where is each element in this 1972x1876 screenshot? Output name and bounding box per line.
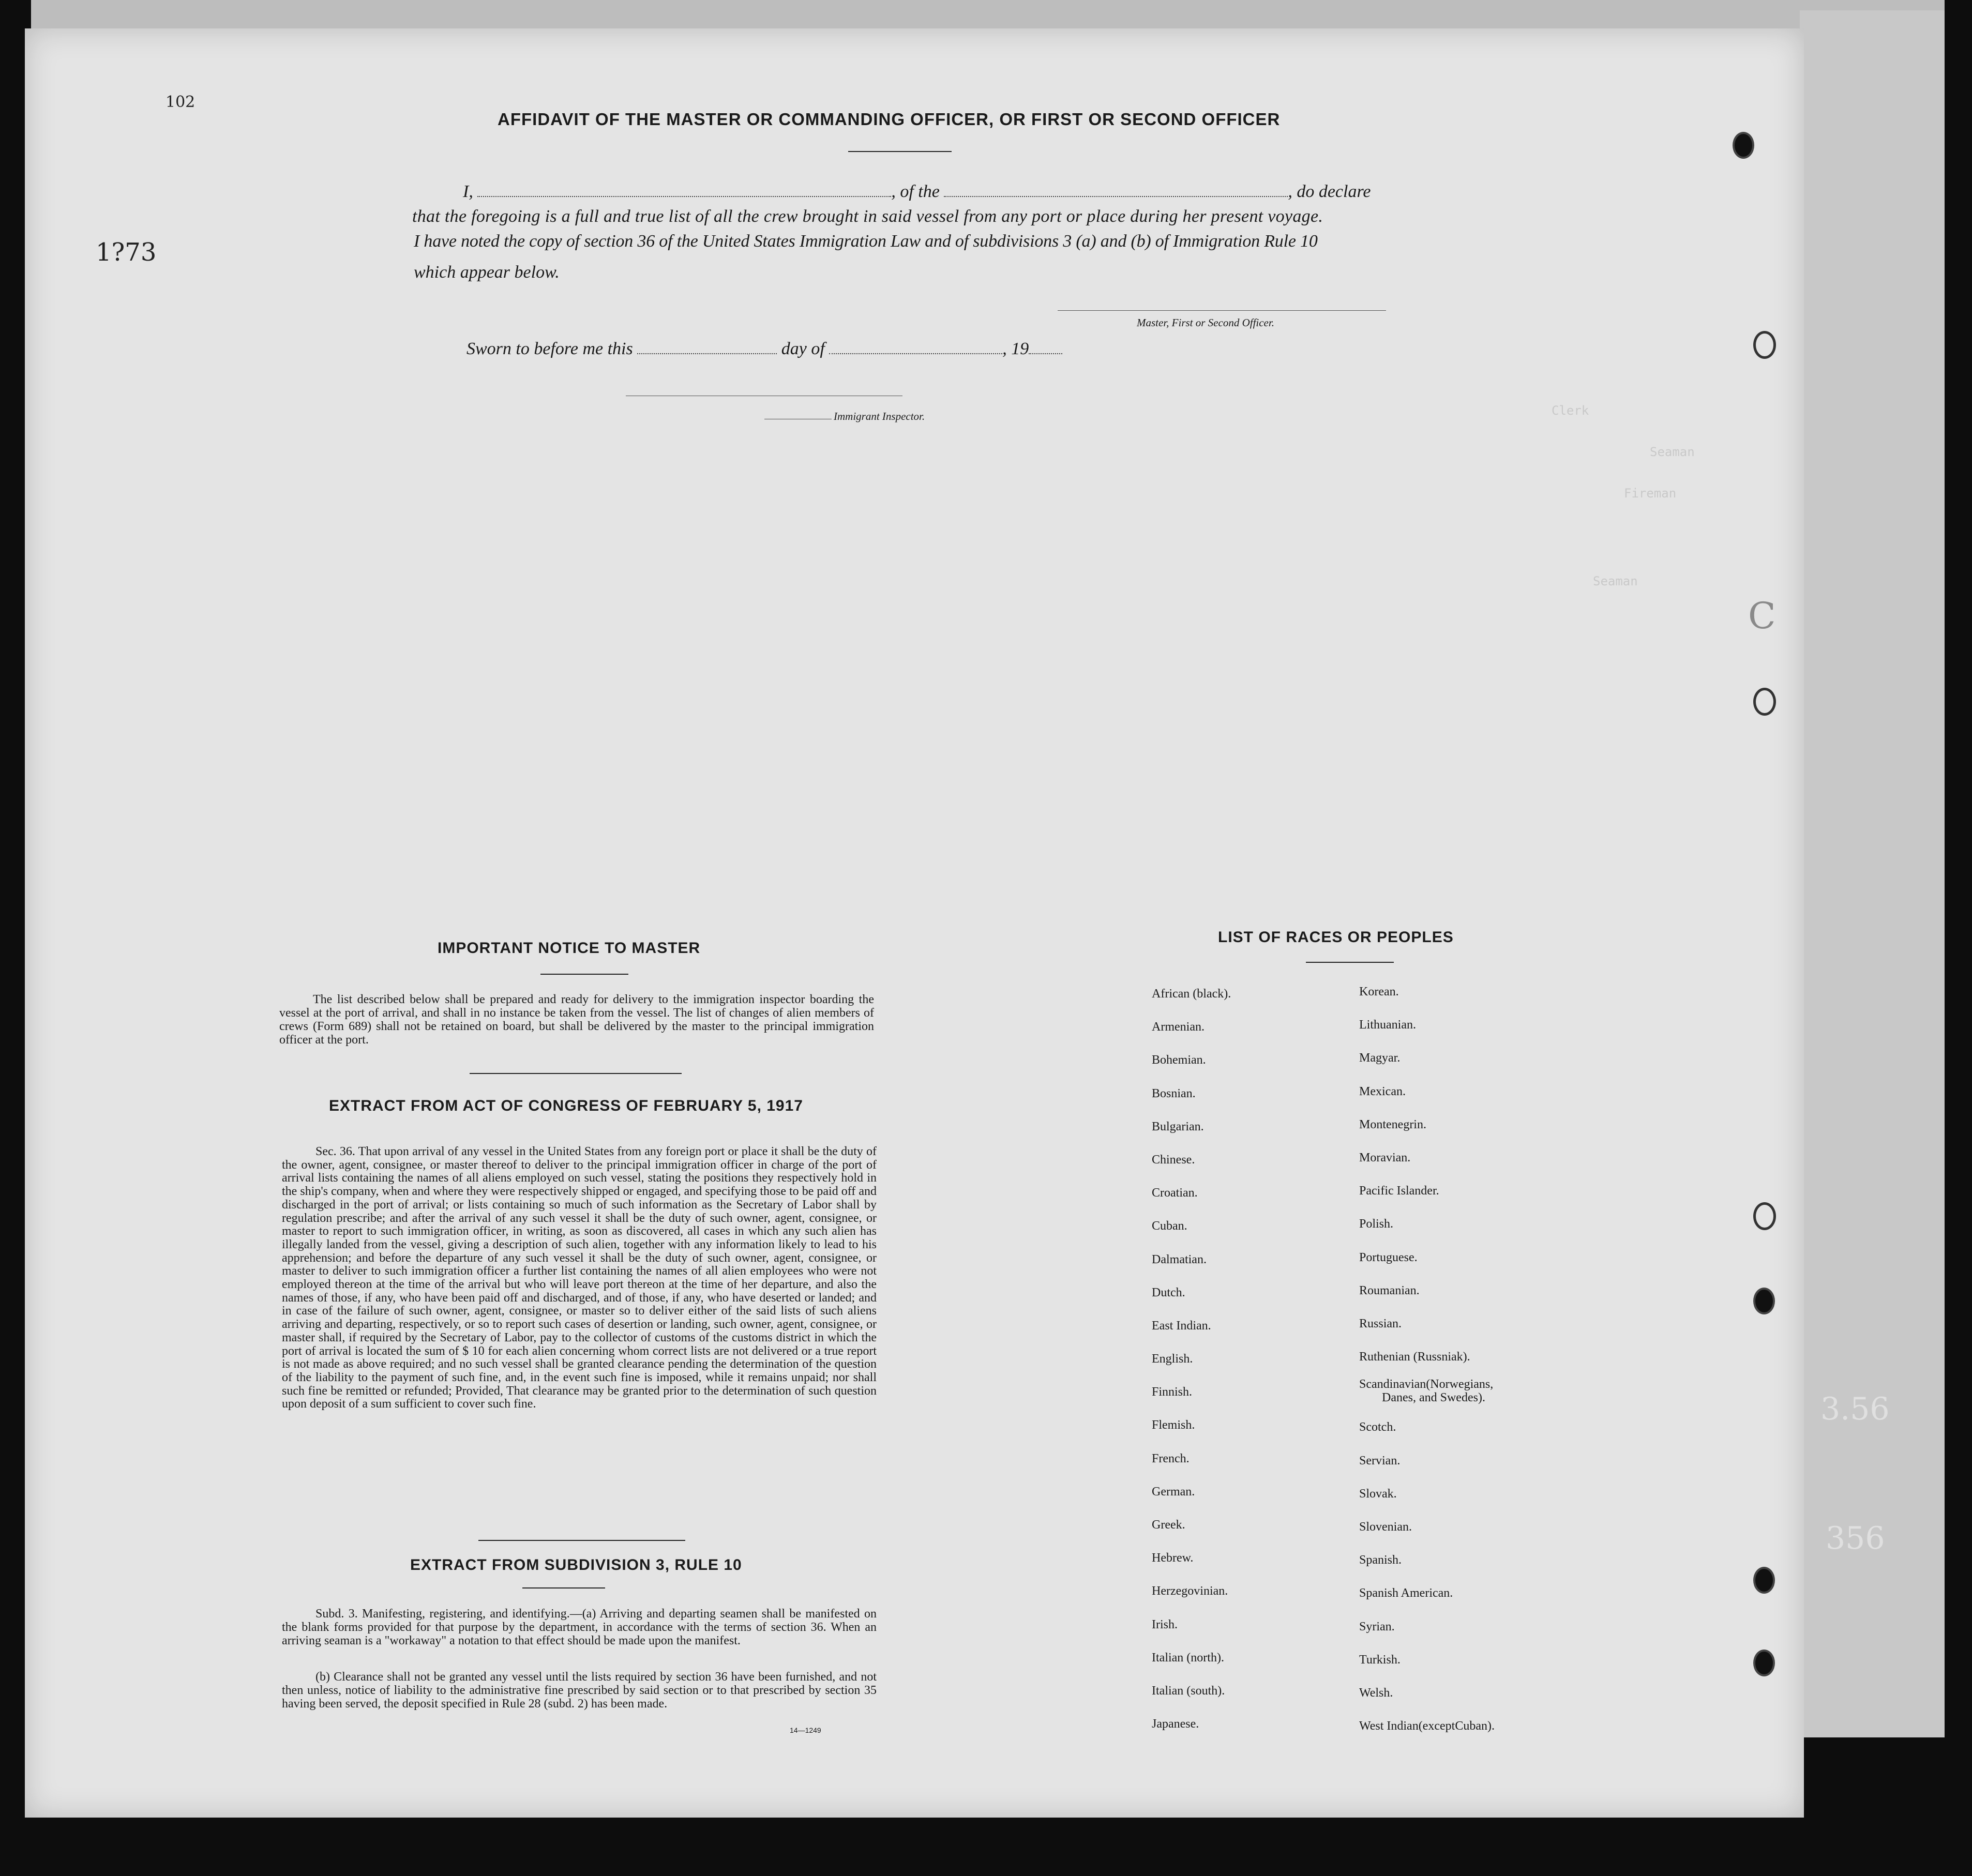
race-item: Magyar. (1359, 1051, 1401, 1065)
race-item: French. (1152, 1451, 1190, 1465)
affidavit-line-3: I have noted the copy of section 36 of the United States Immigration Law and of subdivisions 3 (a) and (b) of Immigration Rule 10 (414, 232, 1318, 251)
notice-divider (470, 1073, 682, 1074)
race-item: East Indian. (1152, 1319, 1211, 1333)
affidavit-line-2: that the foregoing is a full and true list of all the crew brought in said vessel from any port or place during her present voyage. (412, 207, 1323, 226)
title-underline (848, 151, 952, 152)
notice-underline (540, 974, 628, 975)
race-item: Cuban. (1152, 1219, 1187, 1233)
notice-title: IMPORTANT NOTICE TO MASTER (438, 940, 701, 957)
race-item: Portuguese. (1359, 1250, 1418, 1264)
binding-hole (1733, 132, 1754, 159)
race-item: Montenegrin. (1359, 1117, 1426, 1131)
race-item: Irish. (1152, 1617, 1178, 1631)
race-item: Italian (north). (1152, 1651, 1224, 1665)
race-item (1359, 1373, 1495, 1411)
races-title: LIST OF RACES OR PEOPLES (1218, 929, 1454, 946)
affidavit-declare-label: , do declare (1288, 182, 1371, 201)
master-name-field[interactable] (477, 195, 891, 197)
race-item: Slovenian. (1359, 1520, 1412, 1534)
handwritten-margin-note: 3.56 (1820, 1391, 1890, 1427)
sworn-month-field[interactable] (829, 353, 1002, 354)
affidavit-title: AFFIDAVIT OF THE MASTER OR COMMANDING OFFICER, OR FIRST OR SECOND OFFICER (498, 110, 1281, 129)
sworn-year-label: , 19 (1002, 339, 1029, 358)
vessel-name-field[interactable] (944, 195, 1288, 197)
bleed-through-text: Clerk (1552, 403, 1589, 418)
affidavit-of-the-label: , of the (891, 182, 940, 201)
binding-hole (1753, 331, 1776, 359)
bleed-through-text: Seaman (1593, 574, 1638, 588)
race-item: Flemish. (1152, 1418, 1195, 1432)
sworn-prefix: Sworn to before me this (466, 339, 633, 358)
race-item: Bulgarian. (1152, 1119, 1204, 1133)
races-right-column (1359, 975, 1495, 1743)
race-item: Servian. (1359, 1454, 1401, 1467)
binding-hole (1753, 1650, 1775, 1676)
race-item: Chinese. (1152, 1153, 1195, 1167)
master-signature-label: Master, First or Second Officer. (1137, 316, 1274, 329)
race-item: Japanese. (1152, 1717, 1199, 1731)
handwritten-margin-note: C (1748, 595, 1776, 637)
sworn-line (466, 339, 1062, 359)
binding-hole (1753, 1202, 1776, 1230)
binding-hole (1753, 1288, 1775, 1314)
race-item: Korean. (1359, 985, 1399, 998)
affidavit-line-4: which appear below. (414, 263, 560, 282)
sworn-day-field[interactable] (637, 353, 777, 354)
affidavit-line-1 (463, 182, 1371, 202)
underlying-page-right-edge (1800, 10, 1945, 1737)
rule-text-b: (b) Clearance shall not be granted any vessel until the lists required by section 36 have been furnished, and not then unless, notice of liability to the administrative fine prescribed by said section or to that prescribed by section 35 having been served, the deposit specified in Rule 28 (subd. 2) has been made. (282, 1670, 877, 1711)
sworn-day-label: day of (781, 339, 825, 358)
sworn-year-field[interactable] (1029, 353, 1062, 354)
race-item: Welsh. (1359, 1686, 1393, 1700)
race-item-scandinavian-cont: Danes, and Swedes). (1382, 1391, 1485, 1405)
race-item: Scotch. (1359, 1420, 1396, 1434)
handwritten-margin-note: 1?73 (96, 238, 157, 267)
notice-text: The list described below shall be prepared and ready for delivery to the immigration inspector boarding the vessel at the port of arrival, and shall in no instance be taken from the vessel. The list of changes of alien members of crews (Form 689) shall not be retained on board, but shall be delivered by the master to the principal immigration officer at the port. (279, 993, 874, 1047)
race-item: Herzegovinian. (1152, 1584, 1228, 1598)
form-number: 14—1249 (790, 1726, 821, 1734)
bleed-through-text: Fireman (1624, 486, 1677, 501)
binding-hole (1753, 1567, 1775, 1594)
race-item: Finnish. (1152, 1385, 1193, 1399)
race-item: Bohemian. (1152, 1053, 1206, 1067)
handwritten-margin-note: 356 (1826, 1520, 1885, 1556)
extract-act-title: EXTRACT FROM ACT OF CONGRESS OF FEBRUARY 5, 1917 (329, 1097, 803, 1114)
race-item: West Indian(exceptCuban). (1359, 1719, 1495, 1733)
race-item: Lithuanian. (1359, 1018, 1416, 1032)
affidavit-i-label: I, (463, 182, 473, 201)
race-item: Dalmatian. (1152, 1252, 1207, 1266)
race-item: Greek. (1152, 1518, 1185, 1532)
handwritten-page-number: 102 (165, 93, 195, 111)
extract-act-text: Sec. 36. That upon arrival of any vessel in the United States from any foreign port or place it shall be the duty of the owner, agent, consignee, or master thereof to deliver to the principal immigration officer in charge of the port of arrival lists containing the names of all aliens employed on such vessel, stating the positions they respectively hold in the ship's company, when and where they were respectively shipped or engaged, and specifying those to be paid off and discharged in the port of arrival; or lists containing so much of such information as the Secretary of Labor shall by regulation prescribe; and after the arrival of any such vessel it shall be the duty of such owner, agent, consignee, or master to report to such immigration officer, in writing, as soon as discovered, all cases in which any such alien has illegally landed from the vessel, giving a description of such alien, together with any information likely to lead to his apprehension; and before the departure of any such vessel it shall be the duty of such owner, agent, consignee, or master to deliver to such immigration officer a further list containing the names of all alien employees who were not employed thereon at the time of the arrival but who will leave port thereon at the time of her departure, and also the names of those, if any, who have been paid off and discharged, and of those, if any, who have deserted or landed; and in case of the failure of such owner, agent, consignee, or master so to deliver either of the said lists of such aliens arriving and departing, respectively, or so to report such cases of desertion or landing, such owner, agent, consignee, or master shall, if required by the Secretary of Labor, pay to the collector of customs of the customs district in which the port of arrival is located the sum of $ 10 for each alien concerning whom correct lists are not delivered or a true report is not made as above required; and no such vessel shall be granted clearance pending the determination of the question of the liability to the payment of such fine, and, in the event such fine is imposed, while it remains unpaid; nor shall such fine be remitted or refunded; Provided, That clearance may be granted prior to the determination of such question upon deposit of a sum sufficient to cover such fine. (282, 1145, 877, 1411)
rule-text-a: Subd. 3. Manifesting, registering, and identifying.—(a) Arriving and departing seamen shall be manifested on the blank forms provided for that purpose by the department, in accordance with the terms of section 36. When an arriving seaman is a "workaway" a notation to that effect should be made upon the manifest. (282, 1607, 877, 1647)
race-item: Armenian. (1152, 1020, 1205, 1034)
race-item: Pacific Islander. (1359, 1184, 1439, 1198)
races-left-column (1152, 977, 1231, 1741)
race-item: African (black). (1152, 987, 1231, 1001)
race-item: English. (1152, 1352, 1193, 1366)
race-item: Spanish. (1359, 1553, 1402, 1567)
act-divider (478, 1540, 685, 1541)
race-item: Croatian. (1152, 1186, 1198, 1200)
inspector-label: Immigrant Inspector. (834, 410, 925, 422)
document-page (25, 28, 1804, 1818)
race-item: Roumanian. (1359, 1283, 1420, 1297)
race-item: Moravian. (1359, 1151, 1411, 1164)
race-item: Bosnian. (1152, 1086, 1196, 1100)
race-item: Spanish American. (1359, 1586, 1453, 1600)
race-item: Ruthenian (Russniak). (1359, 1350, 1470, 1364)
race-item: German. (1152, 1485, 1195, 1499)
races-underline (1306, 962, 1394, 963)
race-item: Dutch. (1152, 1285, 1185, 1299)
race-item: Turkish. (1359, 1653, 1401, 1667)
race-item: Hebrew. (1152, 1551, 1194, 1565)
signature-line[interactable] (1058, 310, 1386, 311)
race-item: Polish. (1359, 1217, 1394, 1231)
bleed-through-text: Seaman (1650, 445, 1695, 459)
rule-underline (522, 1587, 605, 1588)
extract-rule-title: EXTRACT FROM SUBDIVISION 3, RULE 10 (410, 1556, 742, 1574)
race-item: Russian. (1359, 1317, 1402, 1330)
race-item-scandinavian: Scandinavian(Norwegians, (1359, 1378, 1494, 1391)
race-item: Italian (south). (1152, 1684, 1225, 1698)
race-item: Syrian. (1359, 1620, 1395, 1633)
race-item: Mexican. (1359, 1084, 1406, 1098)
race-item: Slovak. (1359, 1487, 1397, 1501)
binding-hole (1753, 688, 1776, 716)
